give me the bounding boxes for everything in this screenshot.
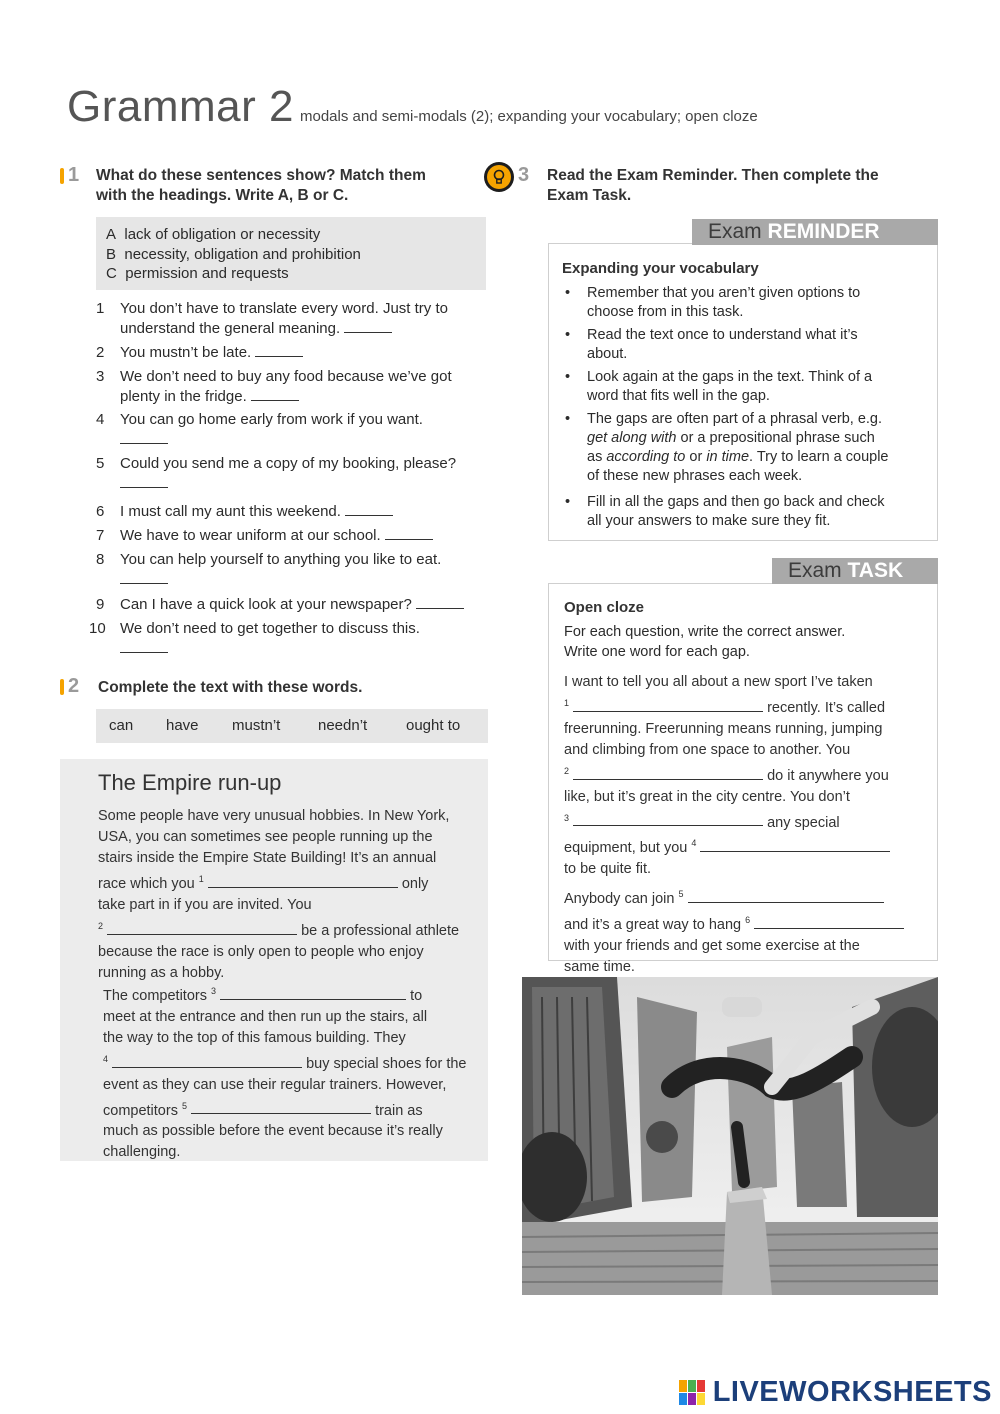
reading-text-panel bbox=[60, 759, 488, 1161]
page-title bbox=[67, 82, 758, 132]
reading-paragraph-2: The competitors $^3$ to meet at the entrance and then run up the stairs, all the way to the top of this famous building. They $^4$ buy special shoes for the event as they can use their regular trainers. However, competitors $^5$ train as much as possible before the event because it’s really challenging. bbox=[103, 986, 467, 1161]
question-9: 9 Can I have a quick look at your newspaper? bbox=[96, 595, 496, 615]
word-option: can bbox=[109, 717, 134, 734]
freerunner-photo bbox=[522, 977, 938, 1295]
reminder-bullet: • The gaps are often part of a phrasal verb, e.g. get along with or a prepositional phrase such as according to or in time. Try to learn a couple of these new phrases each week. bbox=[565, 411, 889, 484]
answer-blank-10[interactable] bbox=[120, 652, 168, 653]
answer-blank-1[interactable] bbox=[344, 332, 392, 333]
question-4: 4 You can go home early from work if you want. bbox=[96, 410, 496, 450]
question-6: 6 I must call my aunt this weekend. bbox=[96, 502, 496, 522]
reading-title: The Empire run-up bbox=[98, 770, 282, 795]
gap-1[interactable] bbox=[208, 887, 398, 888]
exercise-1-number: 1 bbox=[68, 164, 80, 186]
reminder-bullet: • Fill in all the gaps and then go back and check all your answers to make sure they fit. bbox=[565, 494, 885, 529]
question-7: 7 We have to wear uniform at our school. bbox=[96, 526, 496, 546]
answer-blank-7[interactable] bbox=[385, 539, 433, 540]
word-box bbox=[96, 709, 488, 743]
heading-b: B necessity, obligation and prohibition bbox=[106, 245, 361, 263]
exercise-3-instruction bbox=[547, 166, 879, 206]
exercise-marker bbox=[60, 168, 64, 184]
gap-2[interactable] bbox=[107, 934, 297, 935]
task-text: I want to tell you all about a new sport I’ve taken $^1$ recently. It’s called freerunning. Freerunning means running, jumping and climbing from one space to another. You $^2$ do it anywhere you like, but it’s great in the city centre. You don’t $^3$ any special equipment, but you $^4$ to be quite fit. Anybody can join $^5$ and it’s a great way to hang $^6$ with your friends and get some exercise at the same time. bbox=[564, 672, 934, 978]
answer-blank-3[interactable] bbox=[251, 400, 299, 401]
exercise-1-instruction bbox=[96, 166, 426, 206]
word-option: needn’t bbox=[318, 717, 368, 734]
lightbulb-icon bbox=[484, 162, 514, 192]
heading-c: C permission and requests bbox=[106, 265, 289, 282]
gap-5[interactable] bbox=[191, 1113, 371, 1114]
exam-reminder-tag: Exam REMINDER bbox=[692, 219, 938, 245]
question-1: 1 You don’t have to translate every word. Just try to understand the general meaning. bbox=[96, 300, 448, 337]
answer-blank-9[interactable] bbox=[416, 608, 464, 609]
gap-3[interactable] bbox=[220, 999, 406, 1000]
task-gap-2[interactable] bbox=[573, 779, 763, 780]
reminder-heading: Expanding your vocabulary bbox=[562, 260, 759, 277]
answer-blank-2[interactable] bbox=[255, 356, 303, 357]
task-gap-1[interactable] bbox=[573, 711, 763, 712]
exam-task-tag: Exam TASK bbox=[772, 558, 938, 584]
question-5: 5 Could you send me a copy of my booking, please? bbox=[96, 454, 496, 494]
instruction-line: Exam Task. bbox=[547, 187, 632, 204]
task-gap-4[interactable] bbox=[700, 851, 890, 852]
headings-box bbox=[96, 217, 486, 290]
exercise-2-instruction: Complete the text with these words. bbox=[98, 679, 363, 696]
heading-a: A lack of obligation or necessity bbox=[106, 226, 321, 243]
exam-reminder-box bbox=[548, 220, 938, 541]
answer-blank-6[interactable] bbox=[345, 515, 393, 516]
liveworksheets-logo-icon bbox=[679, 1380, 707, 1406]
question-8: 8 You can help yourself to anything you like to eat. bbox=[96, 550, 496, 590]
liveworksheets-logo bbox=[713, 1376, 992, 1408]
answer-blank-8[interactable] bbox=[120, 583, 168, 584]
instruction-line: What do these sentences show? Match them bbox=[96, 167, 426, 184]
task-gap-3[interactable] bbox=[573, 825, 763, 826]
reminder-bullet: • Look again at the gaps in the text. Think of a word that fits well in the gap. bbox=[565, 369, 873, 404]
task-gap-6[interactable] bbox=[754, 928, 904, 929]
gap-4[interactable] bbox=[112, 1067, 302, 1068]
exam-task-box bbox=[548, 559, 938, 975]
instruction-line: with the headings. Write A, B or C. bbox=[96, 187, 349, 204]
title-text: Grammar 2 bbox=[67, 82, 294, 131]
word-option: ought to bbox=[406, 717, 461, 734]
answer-blank-5[interactable] bbox=[120, 487, 168, 488]
title-subtitle: modals and semi-modals (2); expanding your vocabulary; open cloze bbox=[299, 108, 758, 125]
question-10: 10 We don’t need to get together to discuss this. bbox=[89, 619, 489, 659]
exercise-3-number: 3 bbox=[518, 164, 530, 186]
logo-text: LIVEWORKSHEETS bbox=[712, 1376, 992, 1408]
question-2: 2 You mustn’t be late. bbox=[96, 343, 496, 363]
word-option: have bbox=[166, 717, 199, 734]
reminder-bullet: • Remember that you aren’t given options to choose from in this task. bbox=[565, 285, 861, 320]
task-instructions: For each question, write the correct answer. Write one word for each gap. bbox=[564, 624, 846, 660]
answer-blank-4[interactable] bbox=[120, 443, 168, 444]
instruction-line: Read the Exam Reminder. Then complete the bbox=[547, 167, 879, 184]
reminder-bullet: • Read the text once to understand what it’s about. bbox=[565, 327, 858, 362]
exercise-2-number: 2 bbox=[68, 675, 80, 697]
word-option: mustn’t bbox=[232, 717, 281, 734]
task-gap-5[interactable] bbox=[688, 902, 884, 903]
exercise-marker bbox=[60, 679, 64, 695]
reading-paragraph-1: Some people have very unusual hobbies. In New York, USA, you can sometimes see people running up the stairs inside the Empire State Building! It’s an annual race which you $^1$ only take part in if you are invited. You $^2$ be a professional athlete because the race is only open to people who enjoy running as a hobby. bbox=[98, 808, 460, 981]
question-3: 3 We don’t need to buy any food because we’ve got plenty in the fridge. bbox=[96, 368, 452, 405]
task-heading: Open cloze bbox=[564, 599, 645, 616]
